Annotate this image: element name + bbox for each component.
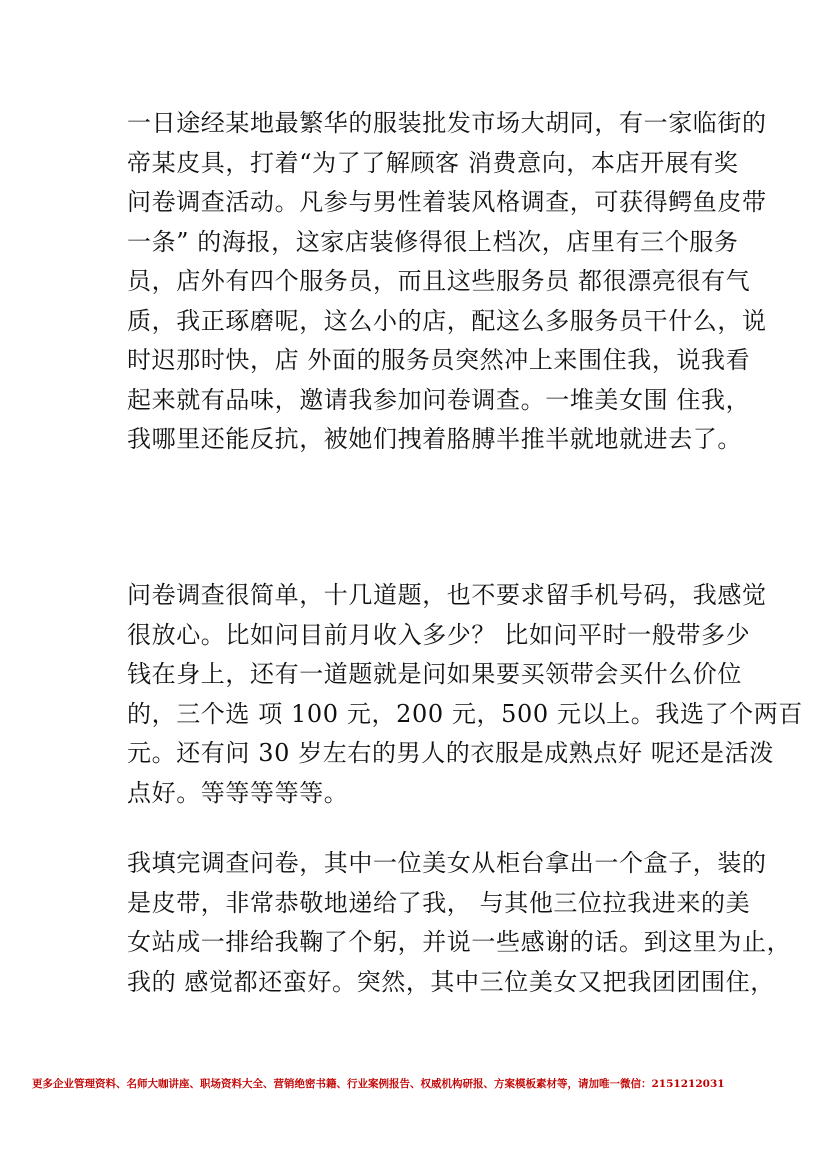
paragraph-3 bbox=[127, 844, 792, 1002]
text-line: 元。还有问 30 岁左右的男人的衣服是成熟点好 呢还是活泼 bbox=[127, 739, 774, 767]
text-line: 我填完调查问卷，其中一位美女从柜台拿出一个盒子，装的 bbox=[127, 849, 767, 877]
text-line: 起来就有品味，邀请我参加问卷调查。一堆美女围 住我， bbox=[127, 385, 751, 414]
text-line: 很放心。比如问目前月收入多少？ 比如问平时一般带多少 bbox=[127, 620, 751, 649]
text-line: 帝某皮具，打着“为了了解顾客 消费意向，本店开展有奖 bbox=[127, 148, 739, 177]
text-line: 一条” 的海报，这家店装修得很上档次，店里有三个服务 bbox=[127, 227, 739, 256]
text-line: 是皮带，非常恭敬地递给了我， 与其他三位拉我进来的美 bbox=[127, 888, 751, 917]
paragraph-1 bbox=[127, 104, 767, 460]
text-line: 女站成一排给我鞠了个躬，并说一些感谢的话。到这里为止， bbox=[127, 928, 792, 956]
text-line: 问卷调查活动。凡参与男性着装风格调查，可获得鳄鱼皮带 bbox=[127, 188, 767, 216]
text-line: 时迟那时快，店 外面的服务员突然冲上来围住我，说我看 bbox=[127, 346, 751, 374]
paragraph-2 bbox=[127, 576, 803, 813]
text-line: 点好。等等等等等。 bbox=[127, 778, 349, 807]
text-line: 我哪里还能反抗，被她们拽着胳膊半推半就地就进去了。 bbox=[127, 425, 742, 453]
text-line: 员，店外有四个服务员，而且这些服务员 都很漂亮很有气 bbox=[127, 267, 751, 295]
text-line: 一日途经某地最繁华的服装批发市场大胡同，有一家临街的 bbox=[127, 109, 767, 137]
text-line: 质，我正琢磨呢，这么小的店，配这么多服务员干什么，说 bbox=[127, 306, 767, 335]
text-line: 我的 感觉都还蛮好。突然，其中三位美女又把我团团围住， bbox=[127, 967, 775, 996]
footer-promo-text: 更多企业管理资料、名师大咖讲座、职场资料大全、营销绝密书籍、行业案例报告、权威机构研报、方案模板素材等，请加唯一微信：2151212031 bbox=[32, 1078, 725, 1090]
text-line: 的，三个选 项 100 元，200 元，500 元以上。我选了个两百 bbox=[127, 699, 803, 728]
text-line: 问卷调查很简单，十几道题，也不要求留手机号码，我感觉 bbox=[127, 581, 767, 609]
text-line: 钱在身上，还有一道题就是问如果要买领带会买什么价位 bbox=[127, 660, 742, 688]
